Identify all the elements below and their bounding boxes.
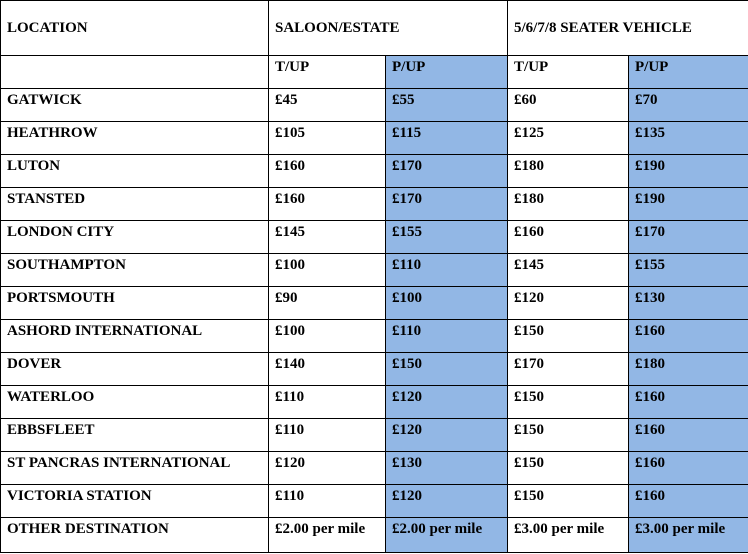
table-row <box>1 419 748 452</box>
seater-tup-header: T/UP <box>508 56 629 89</box>
table-row <box>1 353 748 386</box>
saloon-pup-cell: £110 <box>386 320 508 353</box>
seater-pup-cell: £170 <box>629 221 748 254</box>
seater-pup-cell: £130 <box>629 287 748 320</box>
saloon-pup-cell: £150 <box>386 353 508 386</box>
seater-tup-cell: £160 <box>508 221 629 254</box>
saloon-tup-cell: £110 <box>269 485 386 518</box>
seater-tup-cell: £150 <box>508 419 629 452</box>
table-row <box>1 320 748 353</box>
seater-pup-cell: £155 <box>629 254 748 287</box>
saloon-pup-cell: £115 <box>386 122 508 155</box>
saloon-tup-cell: £2.00 per mile <box>269 518 386 553</box>
seater-tup-cell: £150 <box>508 452 629 485</box>
subheader-blank-cell <box>1 56 269 89</box>
header-row <box>1 1 748 56</box>
saloon-pup-header: P/UP <box>386 56 508 89</box>
seater-tup-cell: £150 <box>508 386 629 419</box>
saloon-pup-cell: £110 <box>386 254 508 287</box>
seater-pup-cell: £190 <box>629 155 748 188</box>
seater-pup-cell: £160 <box>629 386 748 419</box>
saloon-tup-cell: £105 <box>269 122 386 155</box>
seater-pup-cell: £160 <box>629 485 748 518</box>
saloon-tup-cell: £160 <box>269 155 386 188</box>
location-cell: OTHER DESTINATION <box>1 518 269 553</box>
location-cell: HEATHROW <box>1 122 269 155</box>
saloon-tup-cell: £90 <box>269 287 386 320</box>
seater-tup-cell: £3.00 per mile <box>508 518 629 553</box>
seater-tup-cell: £180 <box>508 155 629 188</box>
table-row <box>1 188 748 221</box>
seater-pup-cell: £70 <box>629 89 748 122</box>
location-cell: STANSTED <box>1 188 269 221</box>
table-row <box>1 221 748 254</box>
seater-tup-cell: £170 <box>508 353 629 386</box>
location-cell: ST PANCRAS INTERNATIONAL <box>1 452 269 485</box>
location-cell: WATERLOO <box>1 386 269 419</box>
saloon-pup-cell: £2.00 per mile <box>386 518 508 553</box>
seater-vehicle-header: 5/6/7/8 SEATER VEHICLE <box>508 1 748 56</box>
seater-tup-cell: £150 <box>508 485 629 518</box>
table-row <box>1 155 748 188</box>
saloon-tup-cell: £120 <box>269 452 386 485</box>
seater-pup-cell: £135 <box>629 122 748 155</box>
location-cell: DOVER <box>1 353 269 386</box>
location-cell: ASHORD INTERNATIONAL <box>1 320 269 353</box>
saloon-pup-cell: £120 <box>386 485 508 518</box>
saloon-tup-cell: £110 <box>269 419 386 452</box>
saloon-estate-header: SALOON/ESTATE <box>269 1 508 56</box>
location-cell: PORTSMOUTH <box>1 287 269 320</box>
saloon-pup-cell: £170 <box>386 155 508 188</box>
table-row <box>1 518 748 553</box>
saloon-pup-cell: £100 <box>386 287 508 320</box>
location-cell: EBBSFLEET <box>1 419 269 452</box>
table-row <box>1 452 748 485</box>
saloon-pup-cell: £130 <box>386 452 508 485</box>
saloon-tup-header: T/UP <box>269 56 386 89</box>
saloon-pup-cell: £170 <box>386 188 508 221</box>
location-cell: VICTORIA STATION <box>1 485 269 518</box>
table-row <box>1 287 748 320</box>
location-cell: SOUTHAMPTON <box>1 254 269 287</box>
saloon-tup-cell: £100 <box>269 254 386 287</box>
table-row <box>1 386 748 419</box>
seater-pup-header: P/UP <box>629 56 748 89</box>
seater-pup-cell: £160 <box>629 320 748 353</box>
saloon-tup-cell: £145 <box>269 221 386 254</box>
location-header: LOCATION <box>1 1 269 56</box>
seater-pup-cell: £160 <box>629 452 748 485</box>
seater-tup-cell: £145 <box>508 254 629 287</box>
saloon-pup-cell: £155 <box>386 221 508 254</box>
location-cell: GATWICK <box>1 89 269 122</box>
saloon-tup-cell: £110 <box>269 386 386 419</box>
saloon-pup-cell: £120 <box>386 386 508 419</box>
seater-tup-cell: £60 <box>508 89 629 122</box>
seater-pup-cell: £3.00 per mile <box>629 518 748 553</box>
seater-tup-cell: £120 <box>508 287 629 320</box>
seater-pup-cell: £190 <box>629 188 748 221</box>
saloon-tup-cell: £140 <box>269 353 386 386</box>
subheader-row <box>1 56 748 89</box>
location-cell: LUTON <box>1 155 269 188</box>
saloon-tup-cell: £45 <box>269 89 386 122</box>
table-row <box>1 122 748 155</box>
seater-pup-cell: £160 <box>629 419 748 452</box>
table-row <box>1 485 748 518</box>
table-row <box>1 254 748 287</box>
seater-tup-cell: £150 <box>508 320 629 353</box>
seater-tup-cell: £180 <box>508 188 629 221</box>
location-cell: LONDON CITY <box>1 221 269 254</box>
seater-tup-cell: £125 <box>508 122 629 155</box>
saloon-pup-cell: £55 <box>386 89 508 122</box>
seater-pup-cell: £180 <box>629 353 748 386</box>
saloon-tup-cell: £100 <box>269 320 386 353</box>
saloon-tup-cell: £160 <box>269 188 386 221</box>
saloon-pup-cell: £120 <box>386 419 508 452</box>
table-row <box>1 89 748 122</box>
